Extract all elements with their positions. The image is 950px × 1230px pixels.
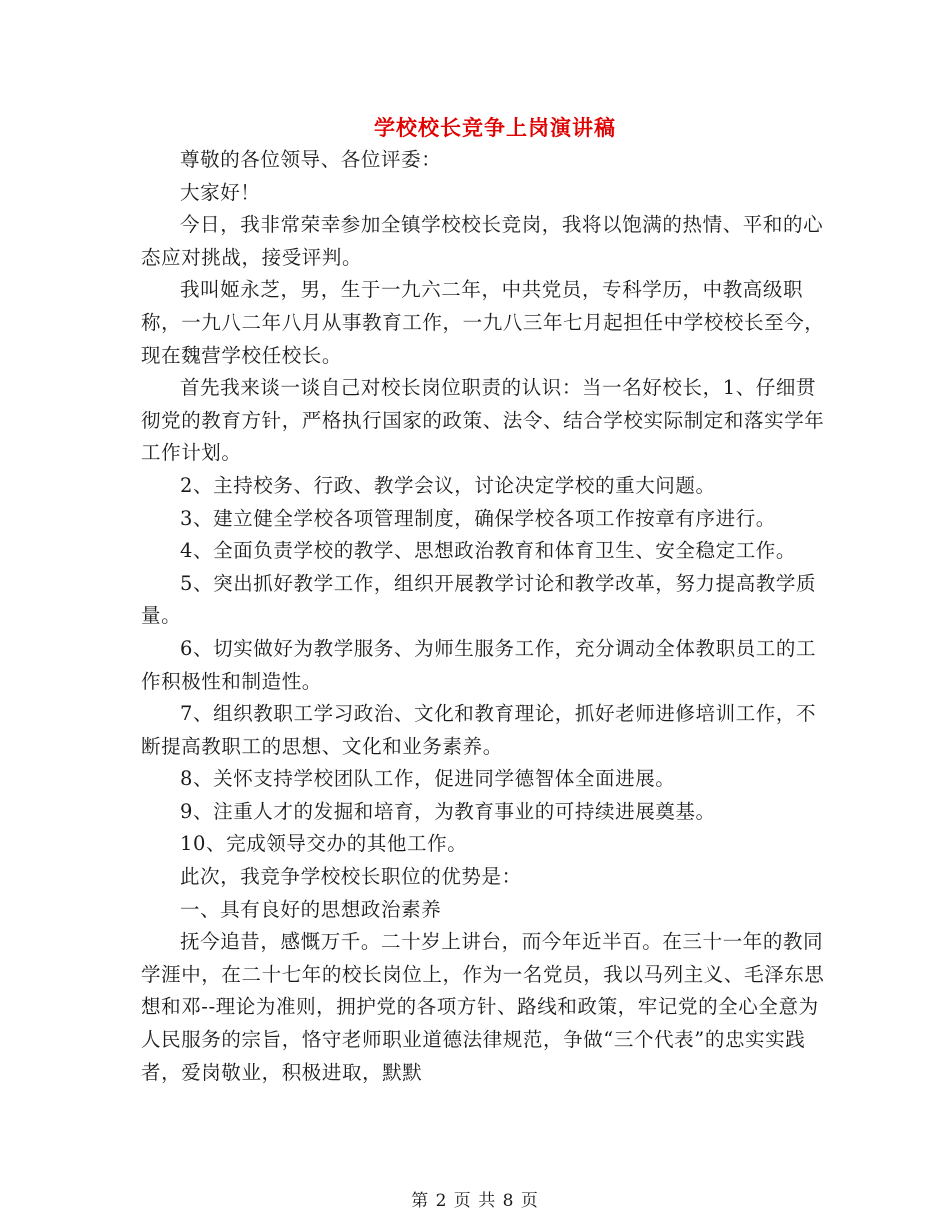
paragraph-intro: 今日，我非常荣幸参加全镇学校校长竞岗，我将以饱满的热情、平和的心态应对挑战，接受评判。 (141, 213, 824, 269)
paragraph-duties-5: 5、突出抓好教学工作，组织开展教学讨论和教学改革，努力提高教学质量。 (141, 571, 817, 628)
section-heading-1: 一、具有良好的思想政治素养 (180, 897, 442, 921)
paragraph-duties-6: 6、切实做好为教学服务、为师生服务工作，充分调动全体教职员工的工作积极性和制造性。 (141, 636, 817, 693)
paragraph-duties-8: 8、关怀支持学校团队工作，促进同学德智体全面进展。 (180, 767, 676, 791)
paragraph-advantages-intro: 此次，我竞争学校校长职位的优势是： (180, 865, 522, 889)
page-footer: 第 2 页 共 8 页 (411, 1191, 539, 1211)
paragraph-duties-9: 9、注重人才的发掘和培育，为教育事业的可持续进展奠基。 (180, 799, 716, 823)
document-body (141, 144, 831, 1089)
paragraph-duties-10: 10、完成领导交办的其他工作。 (180, 832, 468, 856)
paragraph-duties-1: 首先我来谈一谈自己对校长岗位职责的认识：当一名好校长，1、仔细贯彻党的教育方针，严格执行国家的政策、法令、结合学校实际制定和落实学年工作计划。 (141, 376, 825, 465)
paragraph-self-introduction: 我叫姬永芝，男，生于一九六二年，中共党员，专科学历，中教高级职称，一九八二年八月从事教育工作，一九八三年七月起担任中学校校长至今，现在魏营学校任校长。 (141, 278, 825, 367)
paragraph-duties-2: 2、主持校务、行政、教学会议，讨论决定学校的重大问题。 (180, 473, 716, 497)
document-title: 学校校长竞争上岗演讲稿 (374, 115, 616, 140)
paragraph-duties-4: 4、全面负责学校的教学、思想政治教育和体育卫生、安全稳定工作。 (180, 539, 797, 563)
paragraph-duties-7: 7、组织教职工学习政治、文化和教育理论，抓好老师进修培训工作，不断提高教职工的思想、文化和业务素养。 (141, 702, 817, 758)
paragraph-greeting: 大家好！ (180, 180, 261, 204)
paragraph-salutation: 尊敬的各位领导、各位评委： (180, 148, 442, 171)
paragraph-duties-3: 3、建立健全学校各项管理制度，确保学校各项工作按章有序进行。 (180, 506, 776, 530)
paragraph-political-quality: 抚今追昔，感慨万千。二十岁上讲台，而今年近半百。在三十一年的教同学涯中，在二十七年的校长岗位上，作为一名党员，我以马列主义、毛泽东思想和邓--理论为准则，拥护党的各项方针、路线和政策，牢记党的全心全意为人民服务的宗旨，恪守老师职业道德法律规范，争做“三个代表”的忠实实践者，爱岗敬业，积极进取，默默 (141, 930, 825, 1084)
